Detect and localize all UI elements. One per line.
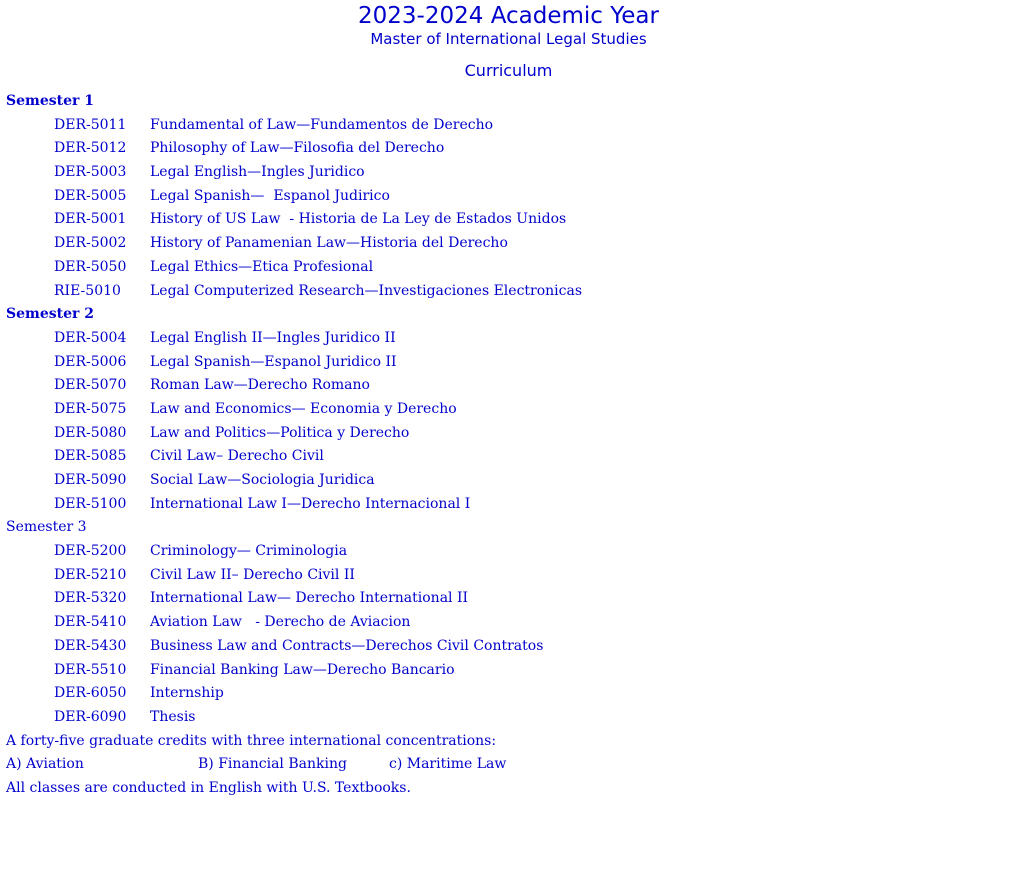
course-row <box>6 635 582 659</box>
course-row <box>6 351 582 375</box>
course-row <box>6 682 582 706</box>
course-code: DER-5320 <box>54 590 127 607</box>
course-name: History of US Law - Historia de La Ley de Estados Unidos <box>150 211 567 228</box>
course-name: Social Law—Sociologia Juridica <box>150 472 375 488</box>
course-code: DER-5200 <box>54 543 127 560</box>
page-title: 2023-2024 Academic Year <box>358 3 659 29</box>
course-row <box>6 161 582 185</box>
classes-note: All classes are conducted in English with U.S. Textbooks. <box>6 779 411 796</box>
course-row <box>6 493 582 517</box>
course-name: International Law I—Derecho Internacional I <box>150 495 471 512</box>
page-header <box>0 0 1017 81</box>
course-name: International Law— Derecho International II <box>150 590 469 607</box>
curriculum-list <box>6 90 582 801</box>
course-code: DER-5001 <box>54 211 127 228</box>
course-code: DER-5003 <box>54 164 127 181</box>
course-code: DER-5004 <box>54 329 127 346</box>
course-name: Legal Spanish—Espanol Juridico II <box>150 353 397 370</box>
course-row <box>6 114 582 138</box>
course-name: Aviation Law - Derecho de Aviacion <box>150 614 411 631</box>
course-code: DER-6090 <box>54 708 127 725</box>
course-code: DER-5410 <box>54 614 127 631</box>
course-row <box>6 137 582 161</box>
course-row <box>6 422 582 446</box>
course-code: DER-5090 <box>54 472 127 488</box>
course-name: Financial Banking Law—Derecho Bancario <box>150 661 455 678</box>
course-row <box>6 374 582 398</box>
concentration-item: c) Maritime Law <box>389 756 507 773</box>
course-code: DER-5011 <box>54 116 127 133</box>
course-code: DER-5075 <box>54 400 127 417</box>
course-row <box>6 587 582 611</box>
course-row <box>6 469 582 493</box>
course-row <box>6 659 582 683</box>
course-row <box>6 232 582 256</box>
course-row <box>6 327 582 351</box>
course-row <box>6 540 582 564</box>
course-code: RIE-5010 <box>54 282 121 299</box>
course-code: DER-5006 <box>54 353 127 370</box>
course-code: DER-5005 <box>54 187 127 204</box>
course-row <box>6 611 582 635</box>
course-name: Legal Ethics—Etica Profesional <box>150 258 374 275</box>
course-name: Thesis <box>150 708 196 725</box>
concentrations-list <box>6 753 582 777</box>
credits-text: A forty-five graduate credits with three international concentrations: <box>6 732 497 749</box>
concentration-item: A) Aviation <box>6 756 84 773</box>
program-subtitle: Master of International Legal Studies <box>370 30 647 48</box>
semester-heading: Semester 1 <box>6 93 94 109</box>
course-name: Criminology— Criminologia <box>150 543 348 560</box>
course-name: Law and Economics— Economia y Derecho <box>150 400 457 417</box>
course-name: Civil Law– Derecho Civil <box>150 448 324 465</box>
course-row <box>6 445 582 469</box>
course-row <box>6 706 582 730</box>
course-name: Law and Politics—Politica y Derecho <box>150 424 410 441</box>
course-code: DER-5002 <box>54 235 127 252</box>
course-code: DER-5430 <box>54 637 127 654</box>
course-code: DER-5080 <box>54 424 127 441</box>
course-row <box>6 208 582 232</box>
course-name: Philosophy of Law—Filosofia del Derecho <box>150 140 445 157</box>
course-name: Internship <box>150 685 224 702</box>
course-name: Business Law and Contracts—Derechos Civil Contratos <box>150 637 544 654</box>
course-code: DER-5510 <box>54 661 127 678</box>
semester-heading: Semester 3 <box>6 519 87 536</box>
semester-heading: Semester 2 <box>6 306 94 323</box>
course-name: Legal English—Ingles Juridico <box>150 164 365 181</box>
course-name: Roman Law—Derecho Romano <box>150 377 370 394</box>
course-code: DER-5100 <box>54 495 127 512</box>
course-name: Legal Computerized Research—Investigaciones Electronicas <box>150 282 583 299</box>
course-row <box>6 564 582 588</box>
course-row <box>6 398 582 422</box>
course-code: DER-5210 <box>54 566 127 583</box>
course-name: Legal English II—Ingles Juridico II <box>150 329 396 346</box>
course-name: History of Panamenian Law—Historia del Derecho <box>150 235 508 252</box>
course-code: DER-5050 <box>54 258 127 275</box>
course-row <box>6 256 582 280</box>
section-heading: Curriculum <box>464 61 553 80</box>
course-code: DER-5085 <box>54 448 127 465</box>
course-row <box>6 280 582 304</box>
course-row <box>6 185 582 209</box>
course-name: Fundamental of Law—Fundamentos de Derecho <box>150 116 494 133</box>
course-code: DER-5070 <box>54 377 127 394</box>
course-code: DER-6050 <box>54 685 127 702</box>
course-code: DER-5012 <box>54 140 127 157</box>
course-name: Legal Spanish— Espanol Judirico <box>150 187 390 204</box>
concentration-item: B) Financial Banking <box>198 756 347 773</box>
course-name: Civil Law II– Derecho Civil II <box>150 566 355 583</box>
